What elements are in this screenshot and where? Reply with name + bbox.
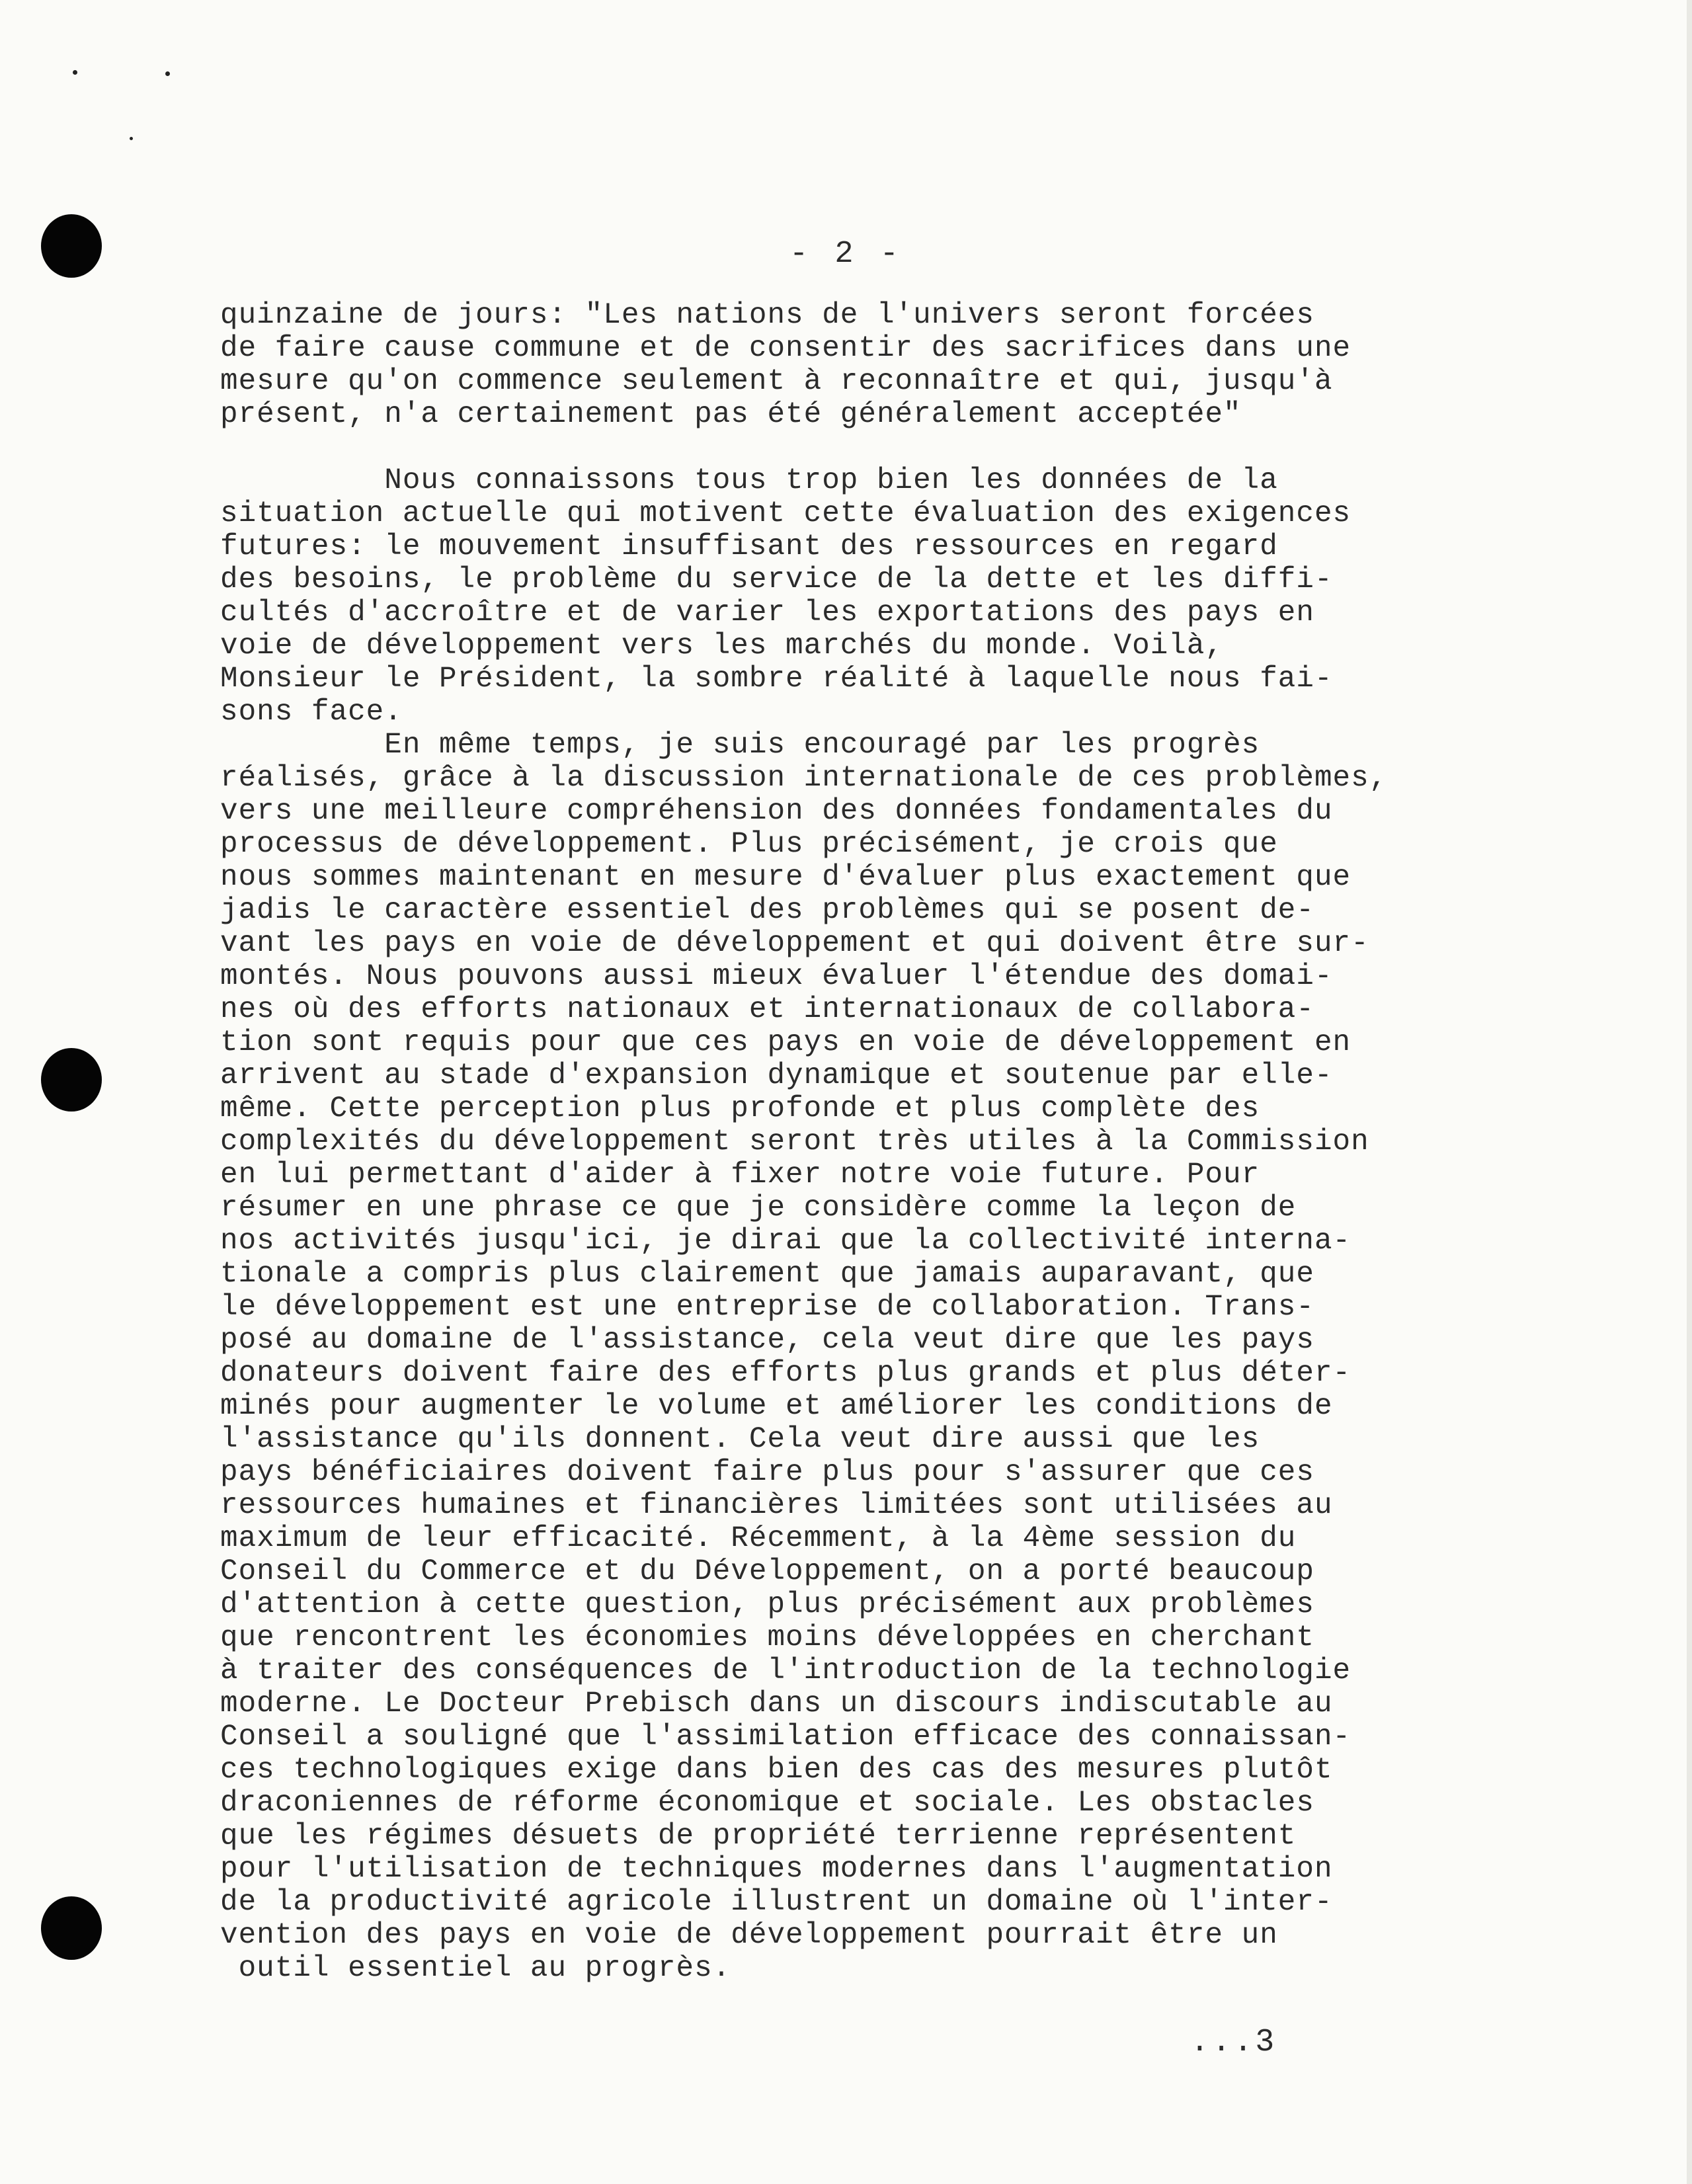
continuation-marker: ...3 [1190, 2025, 1277, 2060]
text-line: quinzaine de jours: "Les nations de l'univers seront forcées [220, 299, 1314, 332]
text-line: même. Cette perception plus profonde et plus complète des [220, 1092, 1260, 1125]
punch-hole-bottom [41, 1896, 102, 1960]
text-line: pays bénéficiaires doivent faire plus pour s'assurer que ces [220, 1456, 1314, 1489]
text-line: des besoins, le problème du service de la dette et les diffi- [220, 563, 1333, 596]
text-line: draconiennes de réforme économique et sociale. Les obstacles [220, 1787, 1314, 1820]
ink-speck [73, 70, 77, 75]
text-line: vant les pays en voie de développement et qui doivent être sur- [220, 927, 1369, 960]
text-line: minés pour augmenter le volume et améliorer les conditions de [220, 1390, 1333, 1423]
text-line: sons face. [220, 696, 403, 729]
text-line: d'attention à cette question, plus précisément aux problèmes [220, 1588, 1314, 1621]
text-line: moderne. Le Docteur Prebisch dans un discours indiscutable au [220, 1687, 1333, 1720]
text-line: l'assistance qu'ils donnent. Cela veut dire aussi que les [220, 1423, 1260, 1456]
text-line: nos activités jusqu'ici, je dirai que la collectivité interna- [220, 1225, 1351, 1258]
paragraph-gap [220, 431, 1536, 464]
text-line: donateurs doivent faire des efforts plus grands et plus déter- [220, 1357, 1351, 1390]
text-line: En même temps, je suis encouragé par les progrès [220, 729, 1260, 762]
text-line: posé au domaine de l'assistance, cela veut dire que les pays [220, 1324, 1314, 1357]
text-line: de la productivité agricole illustrent un domaine où l'inter- [220, 1886, 1333, 1919]
text-line: Monsieur le Président, la sombre réalité à laquelle nous fai- [220, 663, 1333, 696]
page-edge-shadow [1687, 0, 1692, 2184]
page-number: - 2 - [789, 237, 903, 272]
text-line: arrivent au stade d'expansion dynamique et soutenue par elle- [220, 1059, 1333, 1092]
text-line: maximum de leur efficacité. Récemment, à la 4ème session du [220, 1522, 1297, 1555]
text-line: que les régimes désuets de propriété terrienne représentent [220, 1820, 1297, 1853]
text-line: outil essentiel au progrès. [220, 1952, 731, 1985]
text-line: Conseil du Commerce et du Développement, on a porté beaucoup [220, 1555, 1314, 1588]
text-line: à traiter des conséquences de l'introduction de la technologie [220, 1654, 1351, 1687]
text-line: tionale a compris plus clairement que jamais auparavant, que [220, 1258, 1314, 1291]
text-line: réalisés, grâce à la discussion internationale de ces problèmes, [220, 762, 1388, 795]
text-line: cultés d'accroître et de varier les exportations des pays en [220, 596, 1314, 629]
punch-hole-middle [41, 1048, 102, 1112]
text-line: ressources humaines et financières limitées sont utilisées au [220, 1489, 1333, 1522]
text-line: nes où des efforts nationaux et internationaux de collabora- [220, 993, 1314, 1026]
text-line: Nous connaissons tous trop bien les données de la [220, 464, 1278, 497]
ink-speck [165, 71, 170, 76]
text-line: situation actuelle qui motivent cette évaluation des exigences [220, 497, 1351, 530]
text-line: présent, n'a certainement pas été généralement acceptée" [220, 398, 1242, 431]
text-line: que rencontrent les économies moins développées en cherchant [220, 1621, 1314, 1654]
body-text [220, 299, 1536, 1985]
text-line: en lui permettant d'aider à fixer notre voie future. Pour [220, 1158, 1260, 1192]
text-line: tion sont requis pour que ces pays en voie de développement en [220, 1026, 1351, 1059]
text-line: processus de développement. Plus précisément, je crois que [220, 828, 1278, 861]
text-line: pour l'utilisation de techniques modernes dans l'augmentation [220, 1853, 1333, 1886]
text-line: futures: le mouvement insuffisant des ressources en regard [220, 530, 1278, 563]
text-line: Conseil a souligné que l'assimilation efficace des connaissan- [220, 1720, 1351, 1754]
ink-speck [130, 137, 133, 140]
text-line: montés. Nous pouvons aussi mieux évaluer l'étendue des domai- [220, 960, 1333, 993]
text-line: nous sommes maintenant en mesure d'évaluer plus exactement que [220, 861, 1351, 894]
text-line: jadis le caractère essentiel des problèmes qui se posent de- [220, 894, 1314, 927]
text-line: vention des pays en voie de développement pourrait être un [220, 1919, 1278, 1952]
text-line: complexités du développement seront très utiles à la Commission [220, 1125, 1369, 1158]
text-line: résumer en une phrase ce que je considère comme la leçon de [220, 1192, 1297, 1225]
text-line: mesure qu'on commence seulement à reconnaître et qui, jusqu'à [220, 365, 1333, 398]
text-line: le développement est une entreprise de collaboration. Trans- [220, 1291, 1314, 1324]
text-line: vers une meilleure compréhension des données fondamentales du [220, 795, 1333, 828]
text-line: ces technologiques exige dans bien des cas des mesures plutôt [220, 1754, 1333, 1787]
text-line: voie de développement vers les marchés du monde. Voilà, [220, 629, 1224, 663]
text-line: de faire cause commune et de consentir des sacrifices dans une [220, 332, 1351, 365]
